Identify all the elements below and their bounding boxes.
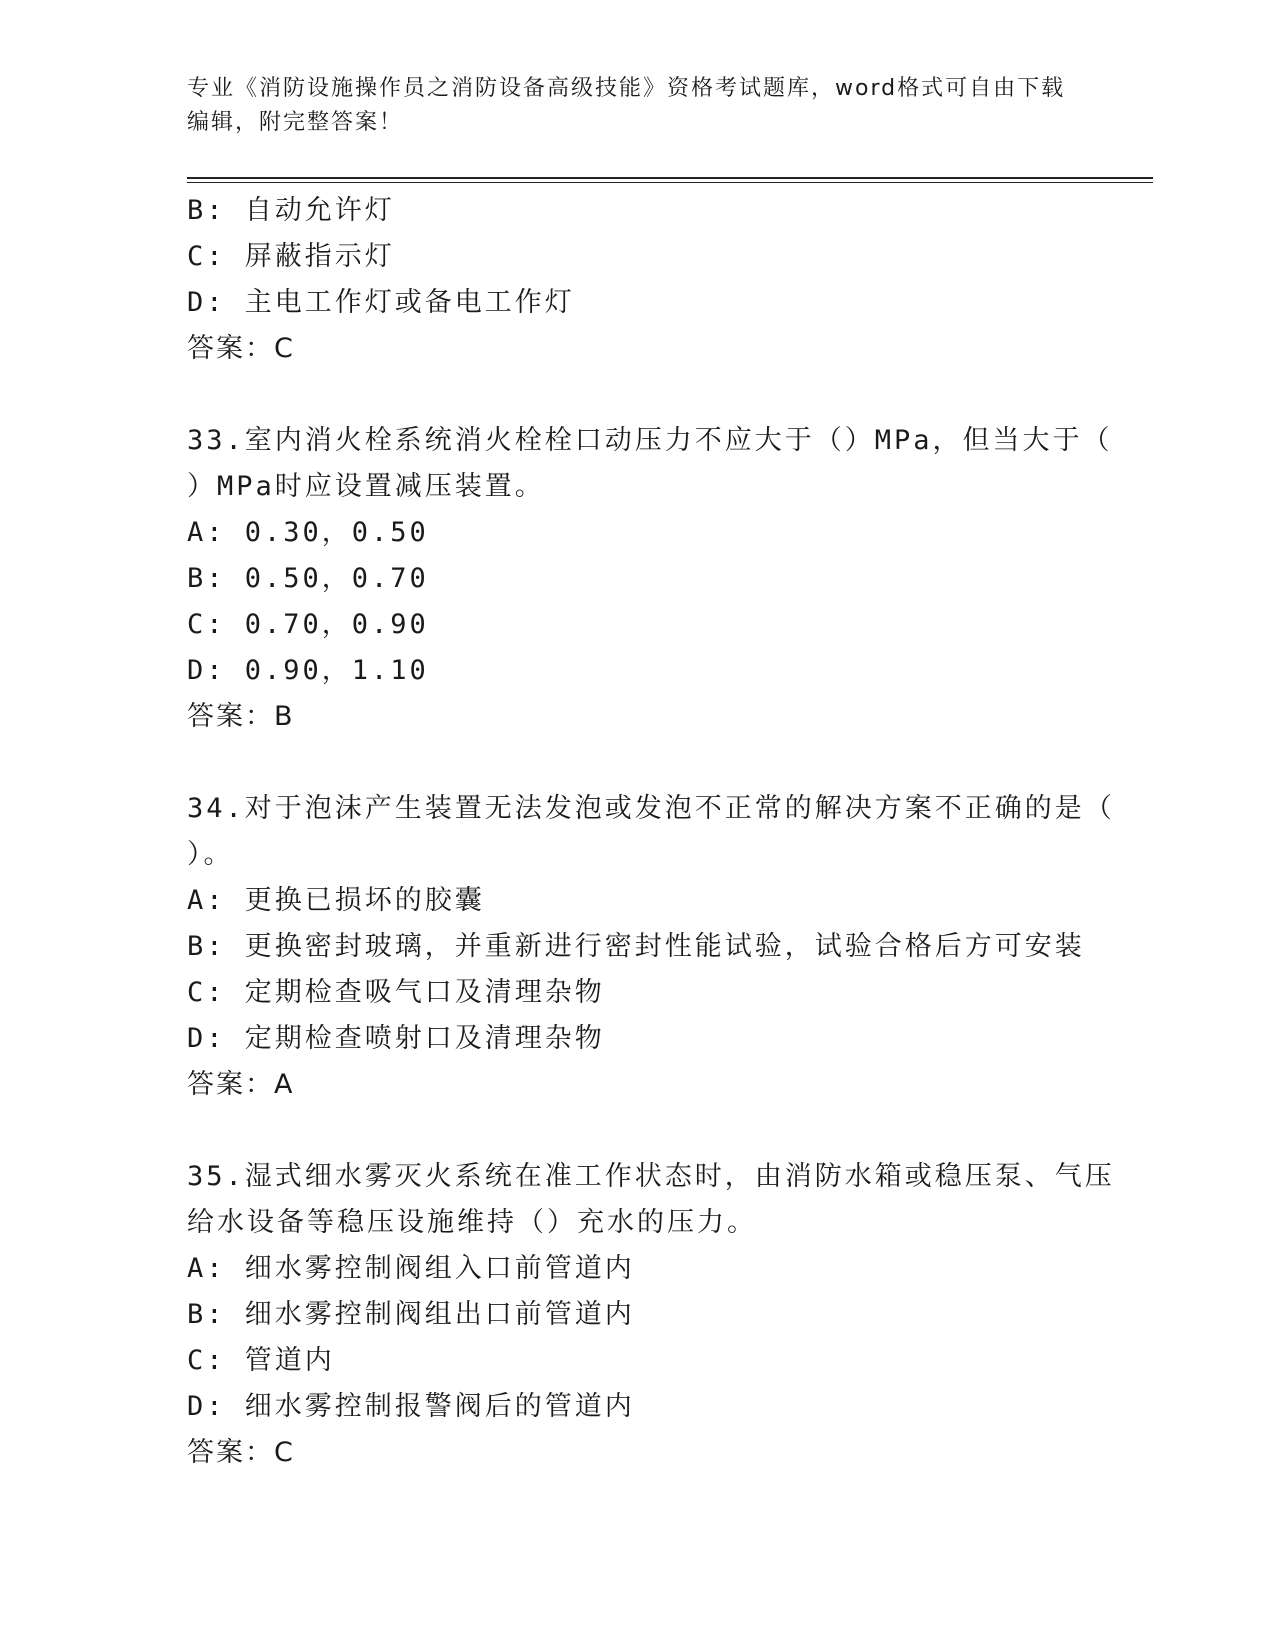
question-stem-line1: 33.室内消火栓系统消火栓栓口动压力不应大于（）MPa，但当大于（: [187, 425, 1113, 456]
question-list: [187, 188, 1115, 1476]
option-d: D: 细水雾控制报警阀后的管道内: [187, 1391, 635, 1422]
option-a: A: 细水雾控制阀组入口前管道内: [187, 1253, 635, 1284]
question-stem-line2: ）。: [187, 839, 234, 870]
question-block-32: [187, 188, 1087, 372]
question-stem-line2: ）MPa时应设置减压装置。: [187, 471, 545, 502]
option-c: C: 屏蔽指示灯: [187, 241, 395, 272]
question-block-34: [187, 786, 1115, 1108]
answer-line: 答案：C: [187, 333, 295, 364]
option-b: B: 0.50，0.70: [187, 563, 429, 594]
option-d: D: 定期检查喷射口及清理杂物: [187, 1023, 605, 1054]
document-header: 专业《消防设施操作员之消防设备高级技能》资格考试题库，word格式可自由下载编辑，附完整答案！: [187, 76, 1066, 135]
header-divider-thick: [187, 177, 1153, 179]
option-c: C: 定期检查吸气口及清理杂物: [187, 977, 605, 1008]
option-a: A: 0.30，0.50: [187, 517, 429, 548]
option-c: C: 0.70，0.90: [187, 609, 429, 640]
option-b: B: 自动允许灯: [187, 195, 395, 226]
question-stem-line1: 35.湿式细水雾灭火系统在准工作状态时，由消防水箱或稳压泵、气压: [187, 1161, 1115, 1192]
header-divider-thin: [187, 182, 1153, 183]
option-c: C: 管道内: [187, 1345, 335, 1376]
option-d: D: 0.90，1.10: [187, 655, 429, 686]
answer-line: 答案：A: [187, 1069, 295, 1100]
option-d: D: 主电工作灯或备电工作灯: [187, 287, 575, 318]
question-block-35: [187, 1154, 1115, 1476]
answer-line: 答案：C: [187, 1437, 295, 1468]
option-a: A: 更换已损坏的胶囊: [187, 885, 485, 916]
question-stem-line2: 给水设备等稳压设施维持（）充水的压力。: [187, 1207, 757, 1238]
question-stem-line1: 34.对于泡沫产生装置无法发泡或发泡不正常的解决方案不正确的是（: [187, 793, 1115, 824]
option-b: B: 更换密封玻璃，并重新进行密封性能试验，试验合格后方可安装: [187, 931, 1085, 962]
question-block-33: [187, 418, 1113, 740]
option-b: B: 细水雾控制阀组出口前管道内: [187, 1299, 635, 1330]
answer-line: 答案：B: [187, 701, 295, 732]
